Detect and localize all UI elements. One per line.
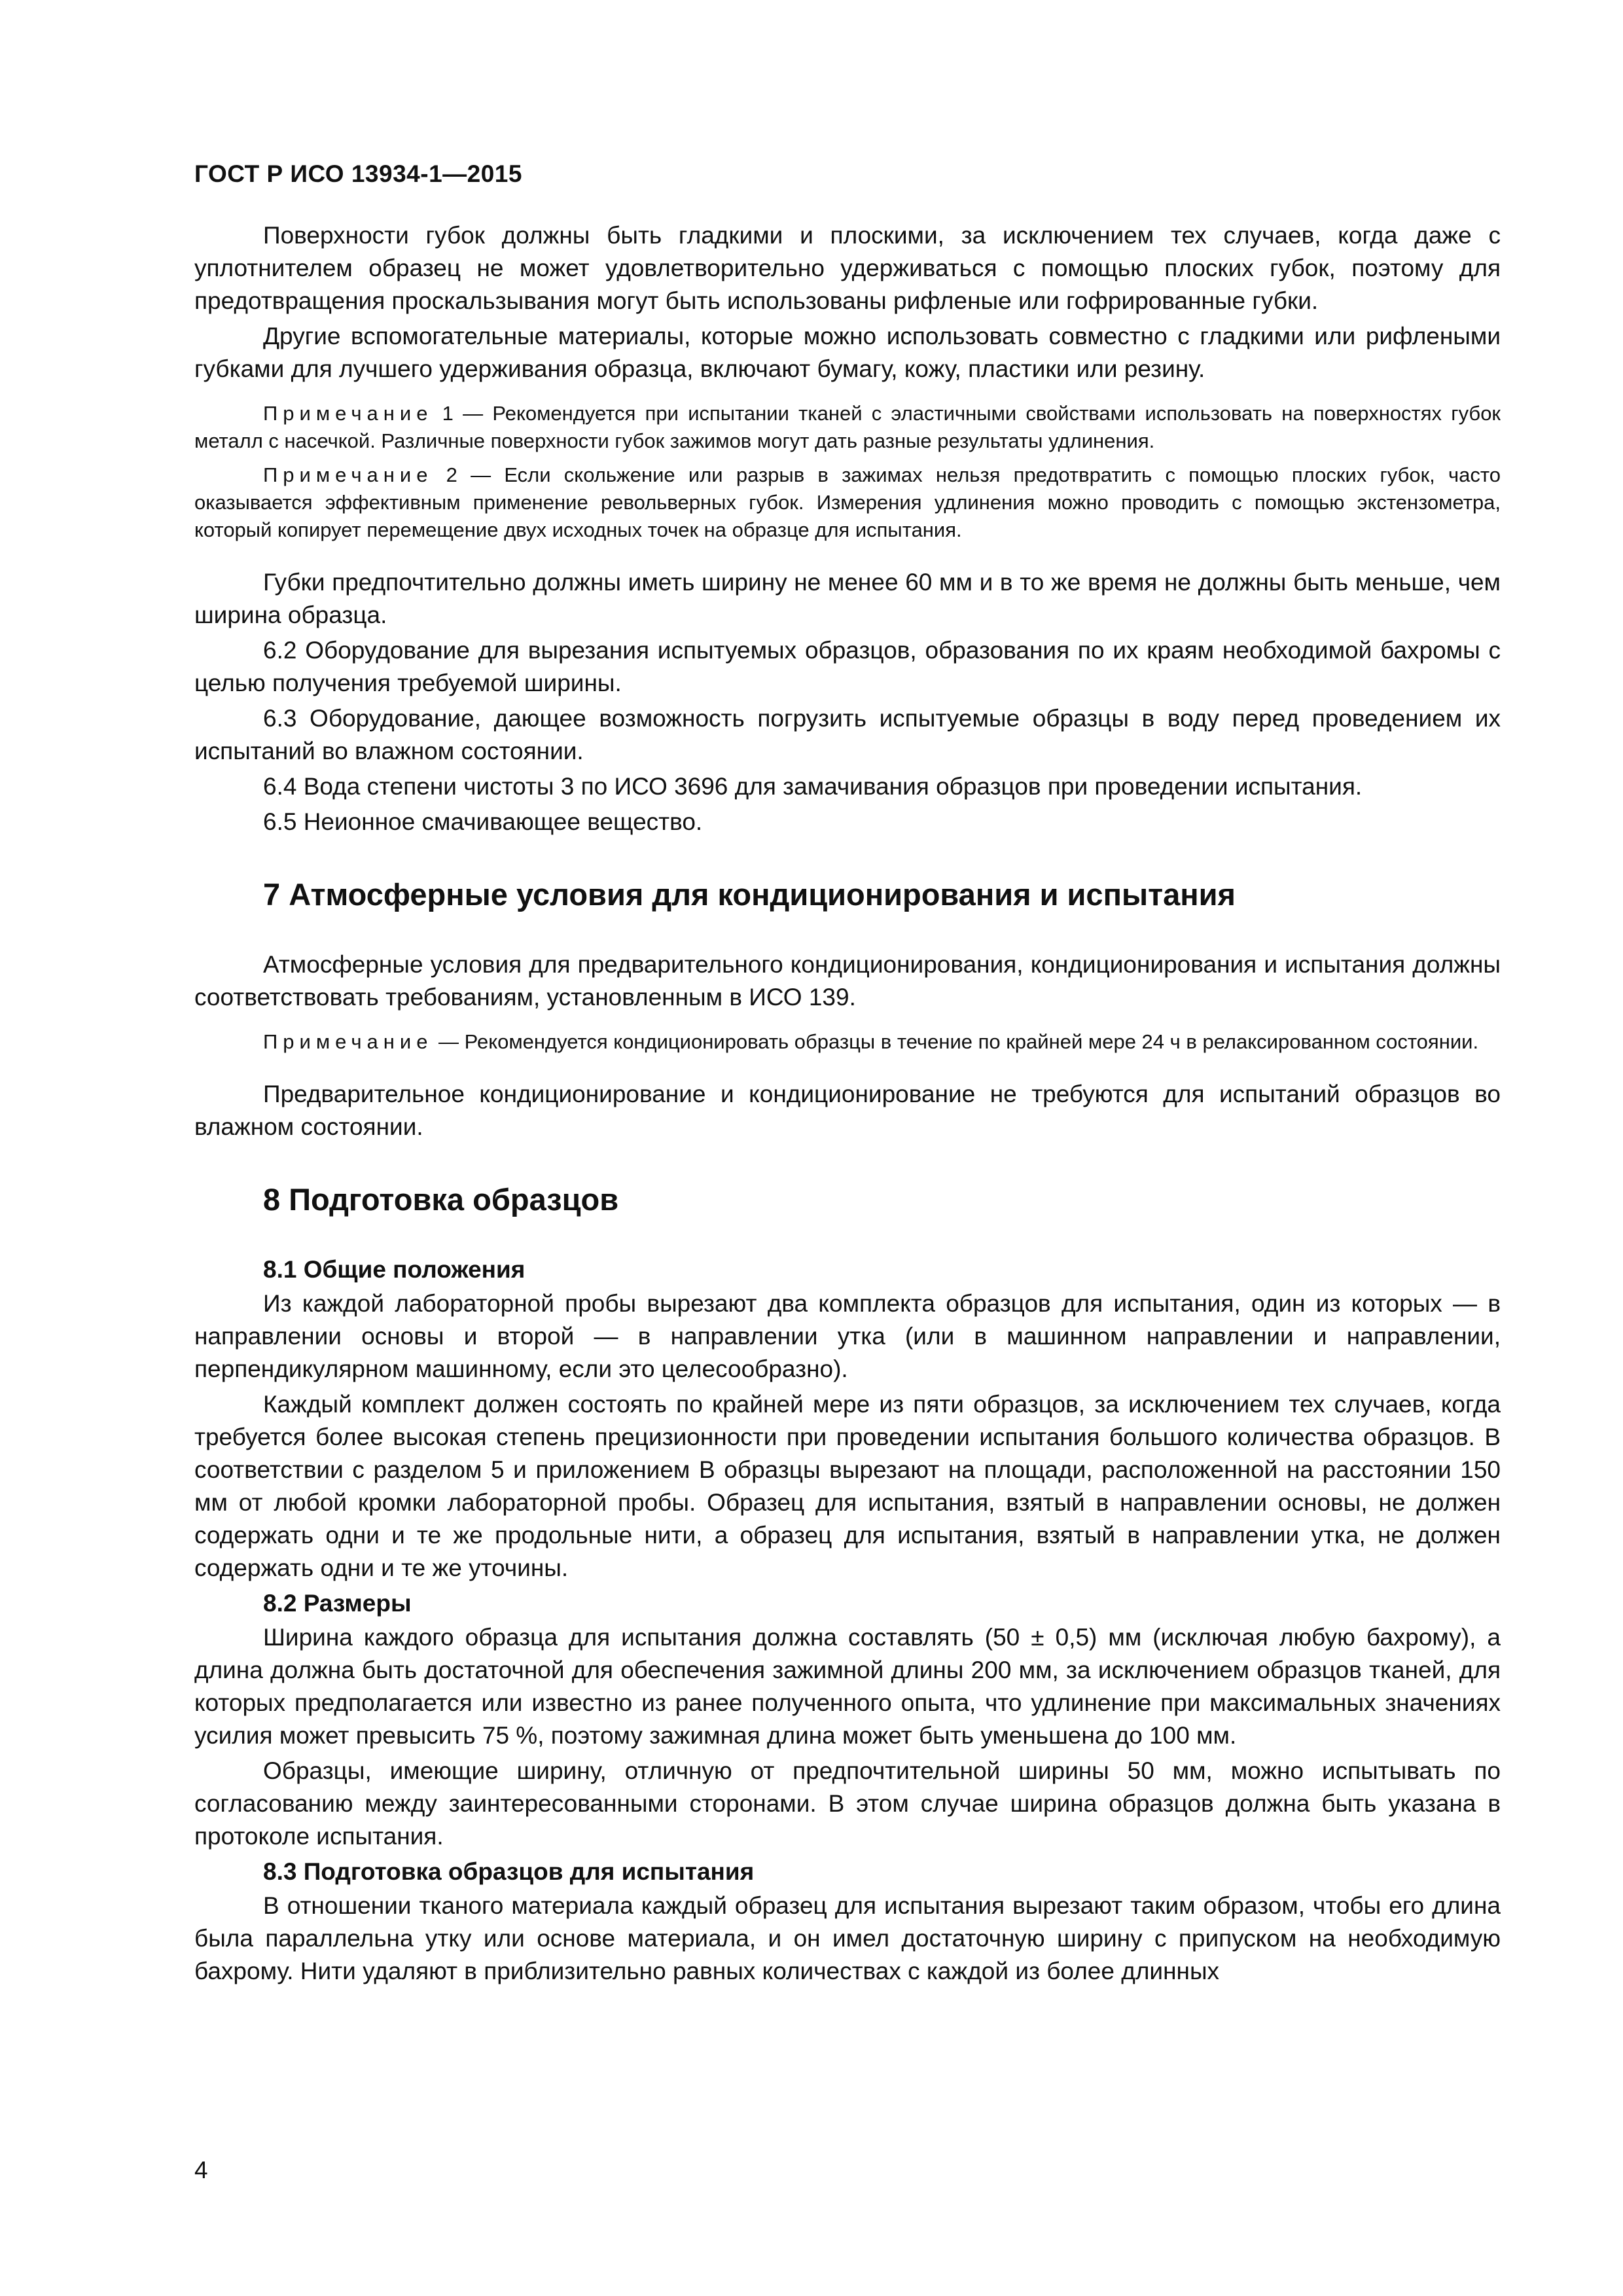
note-1: [194, 400, 1501, 455]
paragraph-jaw-width: Губки предпочтительно должны иметь ширину не менее 60 мм и в то же время не должны быть меньше, чем ширина образца.: [194, 569, 1501, 628]
note-2-text: 2 — Если скольжение или разрыв в зажимах нельзя предотвратить с помощью плоских губок, часто оказывается эффективным применение револьверных губок. Измерения удлинения можно проводить с помощью экстензометра, который копирует перемещение двух исходных точек на образце для испытания.: [194, 463, 1501, 541]
spacer: [194, 550, 1501, 566]
document-header: ГОСТ Р ИСО 13934-1—2015: [194, 160, 522, 187]
subsection-8-1-heading: 8.1 Общие положения: [263, 1256, 526, 1283]
section-7-paragraph-1: Атмосферные условия для предварительного кондиционирования, кондиционирования и испытания должны соответствовать требованиям, установленным в ИСО 139.: [194, 951, 1501, 1011]
section-7-note-text: — Рекомендуется кондиционировать образцы в течение по крайней мере 24 ч в релаксированном состоянии.: [433, 1030, 1479, 1053]
subsection-8-3-heading: 8.3 Подготовка образцов для испытания: [263, 1858, 755, 1885]
section-7-paragraph-2: Предварительное кондиционирование и кондиционирование не требуются для испытаний образцов во влажном состоянии.: [194, 1081, 1501, 1140]
subsection-8-1-paragraph-1: Из каждой лабораторной пробы вырезают два комплекта образцов для испытания, один из которых — в направлении основы и второй — в направлении утка (или в машинном направлении и направлении, перпендикулярном машинному, если это целесообразно).: [194, 1290, 1501, 1382]
section-7-note-label: Примечание: [263, 1030, 433, 1053]
note-2: [194, 461, 1501, 544]
subsection-8-2-paragraph-1: Ширина каждого образца для испытания должна составлять (50 ± 0,5) мм (исключая любую бахрому), а длина должна быть достаточной для обеспечения зажимной длины 200 мм, за исключением образцов тканей, для которых предполагается или известно из ранее полученного опыта, что удлинение при максимальных значениях усилия может превысить 75 %, поэтому зажимная длина может быть уменьшена до 100 мм.: [194, 1624, 1501, 1749]
spacer: [194, 1062, 1501, 1078]
section-7-note: [194, 1028, 1501, 1056]
subsection-8-1-paragraph-2: Каждый комплект должен состоять по крайней мере из пяти образцов, за исключением тех случаев, когда требуется более высокая степень прецизионности при проведении испытания большого количества образцов. В соответствии с разделом 5 и приложением В образцы вырезают на площади, расположенной на расстоянии 150 мм от любой кромки лабораторной пробы. Образец для испытания, взятый в направлении основы, не должен содержать одни и те же продольные нити, а образец для испытания, взятый в направлении утка, не должен содержать одни и те же уточины.: [194, 1391, 1501, 1581]
paragraph-auxiliary-materials: Другие вспомогательные материалы, которые можно использовать совместно с гладкими или рифлеными губками для лучшего удерживания образца, включают бумагу, кожу, пластики или резину.: [194, 323, 1501, 382]
paragraph-jaw-surfaces: Поверхности губок должны быть гладкими и плоскими, за исключением тех случаев, когда даже с уплотнителем образец не может удовлетворительно удерживаться с помощью плоских губок, поэтому для предотвращения проскальзывания могут быть использованы рифленые или гофрированные губки.: [194, 222, 1501, 314]
clause-6-4: 6.4 Вода степени чистоты 3 по ИСО 3696 для замачивания образцов при проведении испытания.: [263, 773, 1363, 800]
note-1-text: 1 — Рекомендуется при испытании тканей с эластичными свойствами использовать на поверхностях губок металл с насечкой. Различные поверхности губок зажимов могут дать разные результаты удлинения.: [194, 402, 1501, 452]
subsection-8-3-paragraph-1: В отношении тканого материала каждый образец для испытания вырезают таким образом, чтобы его длина была параллельна утку или основе материала, и он имел достаточную ширину с припуском на необходимую бахрому. Нити удаляют в приблизительно равных количествах с каждой из более длинных: [194, 1892, 1501, 1984]
note-2-label: Примечание: [263, 463, 433, 486]
clause-6-2: 6.2 Оборудование для вырезания испытуемых образцов, образования по их краям необходимой бахромы с целью получения требуемой ширины.: [194, 637, 1501, 696]
clause-6-3: 6.3 Оборудование, дающее возможность погрузить испытуемые образцы в воду перед проведением их испытаний во влажном состоянии.: [194, 705, 1501, 764]
subsection-8-2-heading: 8.2 Размеры: [263, 1590, 412, 1617]
subsection-8-2-paragraph-2: Образцы, имеющие ширину, отличную от предпочтительной ширины 50 мм, можно испытывать по согласованию между заинтересованными сторонами. В этом случае ширина образцов должна быть указана в протоколе испытания.: [194, 1757, 1501, 1850]
page-content: [194, 219, 1501, 1990]
note-1-label: Примечание: [263, 402, 433, 425]
clause-6-5: 6.5 Неионное смачивающее вещество.: [263, 808, 703, 835]
section-7-heading: 7 Атмосферные условия для кондиционирования и испытания: [263, 877, 1236, 912]
page-number: 4: [194, 2157, 208, 2183]
section-8-heading: 8 Подготовка образцов: [263, 1182, 619, 1217]
